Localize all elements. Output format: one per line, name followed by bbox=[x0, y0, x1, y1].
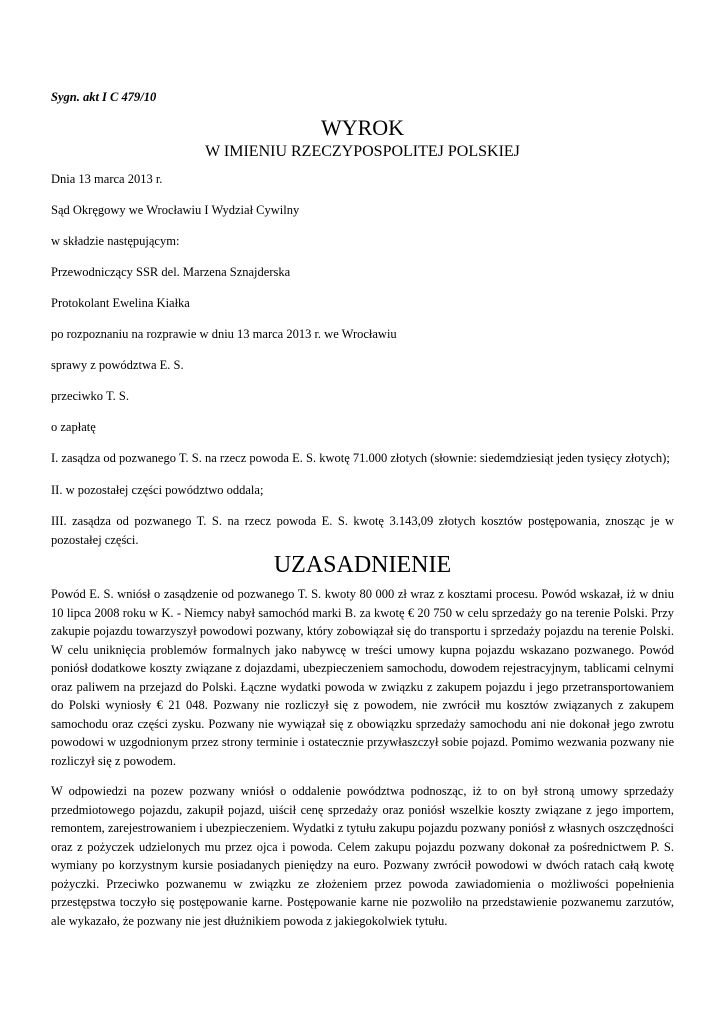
subject-line: o zapłatę bbox=[51, 420, 96, 434]
document-title: WYROK bbox=[320, 115, 405, 140]
case-reference: Sygn. akt I C 479/10 bbox=[51, 90, 157, 104]
verdict-point: III. zasądza od pozwanego T. S. na rzecz powoda E. S. kwotę 3.143,09 złotych kosztów postępowania, znosząc je w pozostałej części. bbox=[51, 514, 674, 547]
date-line: Dnia 13 marca 2013 r. bbox=[51, 172, 163, 186]
justification-paragraph: W odpowiedzi na pozew pozwany wniósł o oddalenie powództwa podnosząc, iż to on był stroną umowy sprzedaży przedmiotowego pojazdu, zakupił pojazd, uiścił cenę sprzedaży oraz poniósł wszelkie koszty związane z jego importem, remontem, zarejestrowaniem i ubezpieczeniem. Wydatki z tytułu zakupu pojazdu pozwany poniósł z własnych oszczędności oraz z pożyczek udzielonych mu przez ojca i powoda. Celem zakupu pojazdu pozwany dokonał za pośrednictwem P. S. wymiany po korzystnym kursie posiadanych pieniędzy na euro. Pozwany zwrócił powodowi w dwóch ratach całą kwotę pożyczki. Przeciwko pozwanemu w związku ze złożeniem przez powoda zawiadomienia o możliwości popełnienia przestępstwa toczyło się postępowanie karne. Postępowanie karne nie pozwoliło na przedstawienie pozwanemu zarzutów, ale wykazało, że pozwany nie jest dłużnikiem powoda z jakiegokolwiek tytułu. bbox=[51, 784, 674, 928]
justification-paragraph: Powód E. S. wniósł o zasądzenie od pozwanego T. S. kwoty 80 000 zł wraz z kosztami procesu. Powód wskazał, iż w dniu 10 lipca 2008 roku w K. - Niemcy nabył samochód marki B. za kwotę € 20 750 w celu sprzedaży go na terenie Polski. Przy zakupie pojazdu towarzyszył powodowi pozwany, który zobowiązał się do transportu i sprzedaży pojazdu na terenie Polski. W celu uniknięcia problemów formalnych jako nabywcę w treści umowy kupna pojazdu wskazano pozwanego. Powód poniósł dodatkowe koszty związane z dojazdami, ubezpieczeniem samochodu, dowodem rejestracyjnym, tablicami celnymi oraz paliwem na przejazd do Polski. Łączne wydatki powoda w związku z zakupem pojazdu i jego przetransportowaniem do Polski wyniosły € 21 048. Pozwany nie rozliczył się z powodem, nie zwrócił mu kosztów związanych z zakupem samochodu oraz części zysku. Pozwany nie wywiązał się z obowiązku sprzedaży samochodu ani nie dokonał jego zwrotu powodowi w uzgodnionym przez strony terminie i ostatecznie przywłaszczył sobie pojazd. Pomimo wezwania pozwany nie rozliczył się z powodem. bbox=[51, 587, 674, 768]
composition-line: w składzie następującym: bbox=[51, 234, 180, 248]
document-subtitle: W IMIENIU RZECZYPOSPOLITEJ POLSKIEJ bbox=[205, 143, 520, 160]
hearing-line: po rozpoznaniu na rozprawie w dniu 13 marca 2013 r. we Wrocławiu bbox=[51, 327, 397, 341]
verdict-point: I. zasądza od pozwanego T. S. na rzecz powoda E. S. kwotę 71.000 złotych (słownie: siedemdziesiąt jeden tysięcy złotych); bbox=[51, 451, 670, 465]
presiding-judge-line: Przewodniczący SSR del. Marzena Sznajderska bbox=[51, 265, 291, 279]
document-page bbox=[51, 88, 674, 930]
plaintiff-line: sprawy z powództwa E. S. bbox=[51, 358, 184, 372]
verdict-point: II. w pozostałej części powództwo oddala; bbox=[51, 482, 264, 497]
court-line: Sąd Okręgowy we Wrocławiu I Wydział Cywilny bbox=[51, 203, 300, 217]
justification-heading: UZASADNIENIE bbox=[273, 552, 452, 578]
clerk-line: Protokolant Ewelina Kiałka bbox=[51, 296, 190, 310]
defendant-line: przeciwko T. S. bbox=[51, 389, 129, 403]
